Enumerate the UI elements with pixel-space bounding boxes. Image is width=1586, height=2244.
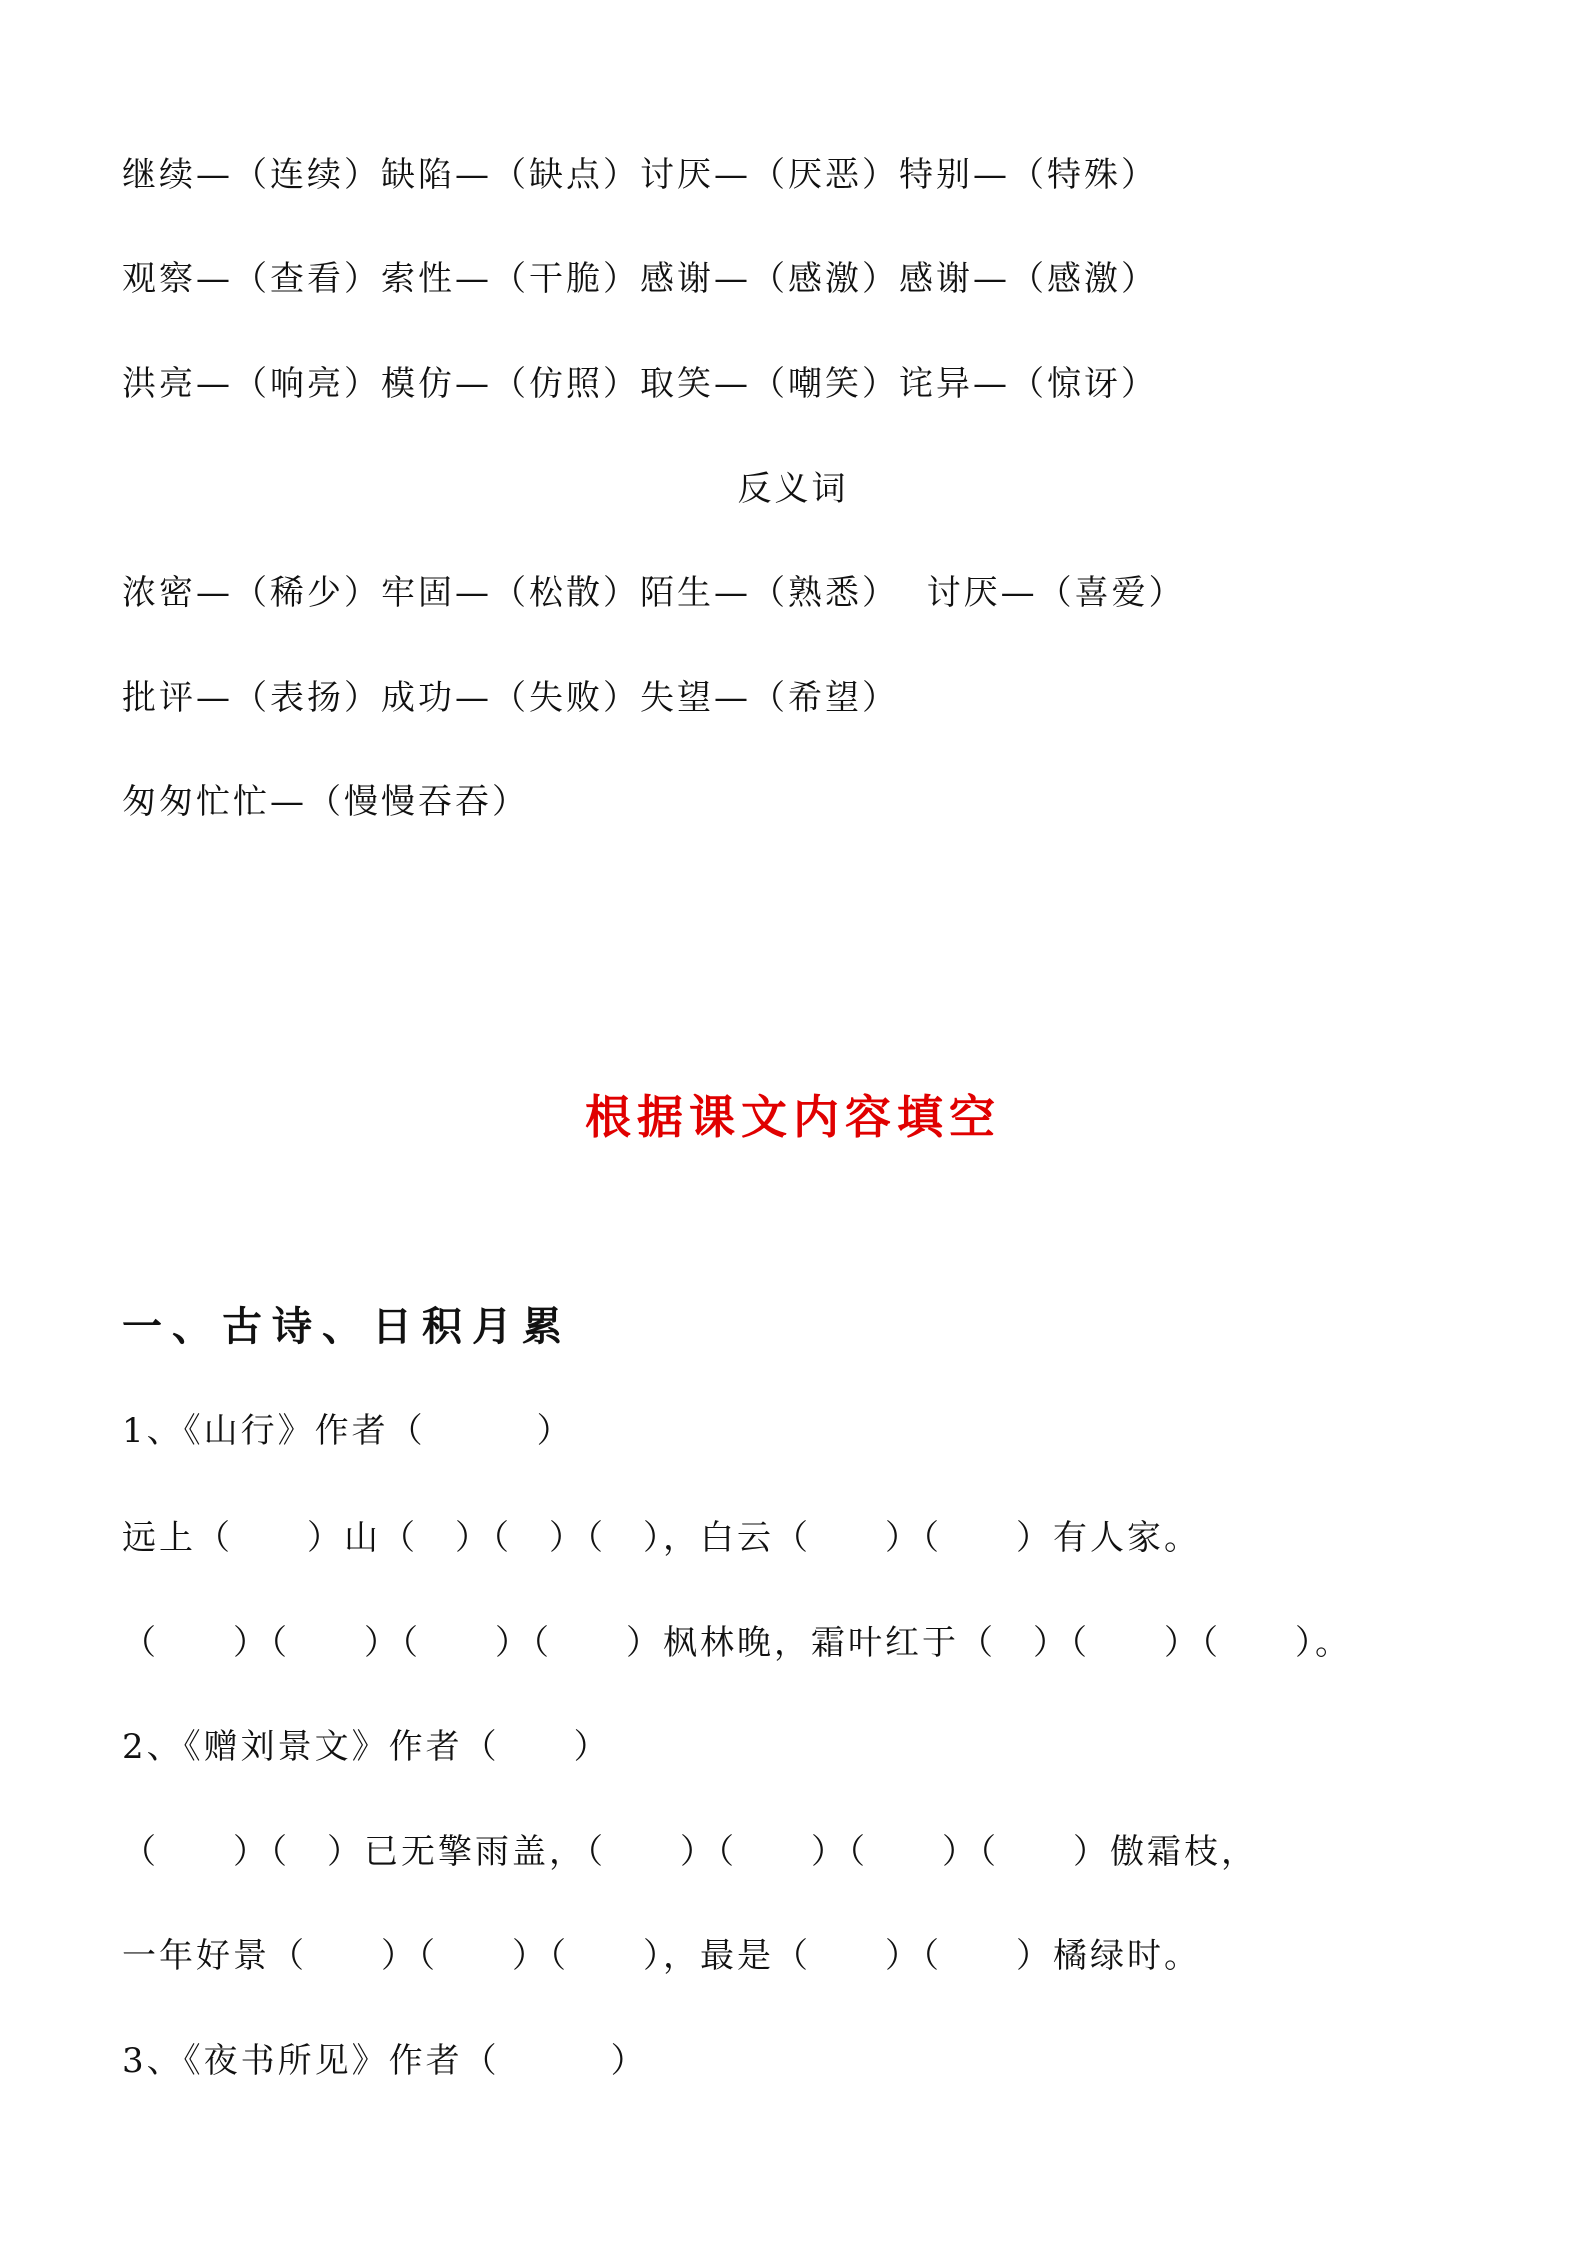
poem-line-4: 2、《赠刘景文》作者（ ）	[122, 1727, 611, 1767]
poem-line-3: （ ）（ ）（ ）（ ）枫林晚，霜叶红于（ ）（ ）（ ）。	[122, 1623, 1352, 1663]
poem-line-6: 一年好景（ ）（ ）（ ），最是（ ）（ ）橘绿时。	[122, 1936, 1201, 1976]
poem-line-1: 1、《山行》作者（ ）	[122, 1411, 574, 1451]
poem-line-5: （ ）（ ）已无擎雨盖，（ ）（ ）（ ）（ ）傲霜枝，	[122, 1832, 1258, 1872]
antonym-line-1: 浓密—（稀少）牢固—（松散）陌生—（熟悉） 讨厌—（喜爱）	[122, 573, 1186, 613]
poem-line-2: 远上（ ）山（ ）（ ）（ ），白云（ ）（ ）有人家。	[122, 1518, 1201, 1558]
poem-line-7: 3、《夜书所见》作者（ ）	[122, 2041, 648, 2081]
synonym-line-1: 继续—（连续）缺陷—（缺点）讨厌—（厌恶）特别—（特殊）	[122, 155, 1158, 195]
antonym-line-2: 批评—（表扬）成功—（失败）失望—（希望）	[122, 678, 899, 718]
synonym-line-2: 观察—（查看）索性—（干脆）感谢—（感激）感谢—（感激）	[122, 259, 1158, 299]
synonym-line-3: 洪亮—（响亮）模仿—（仿照）取笑—（嘲笑）诧异—（惊讶）	[122, 364, 1158, 404]
section-heading: 一、古诗、日积月累	[122, 1303, 572, 1350]
fill-in-title: 根据课文内容填空	[585, 1090, 1001, 1144]
antonym-line-3: 匆匆忙忙—（慢慢吞吞）	[122, 782, 529, 822]
antonyms-heading: 反义词	[737, 469, 849, 509]
